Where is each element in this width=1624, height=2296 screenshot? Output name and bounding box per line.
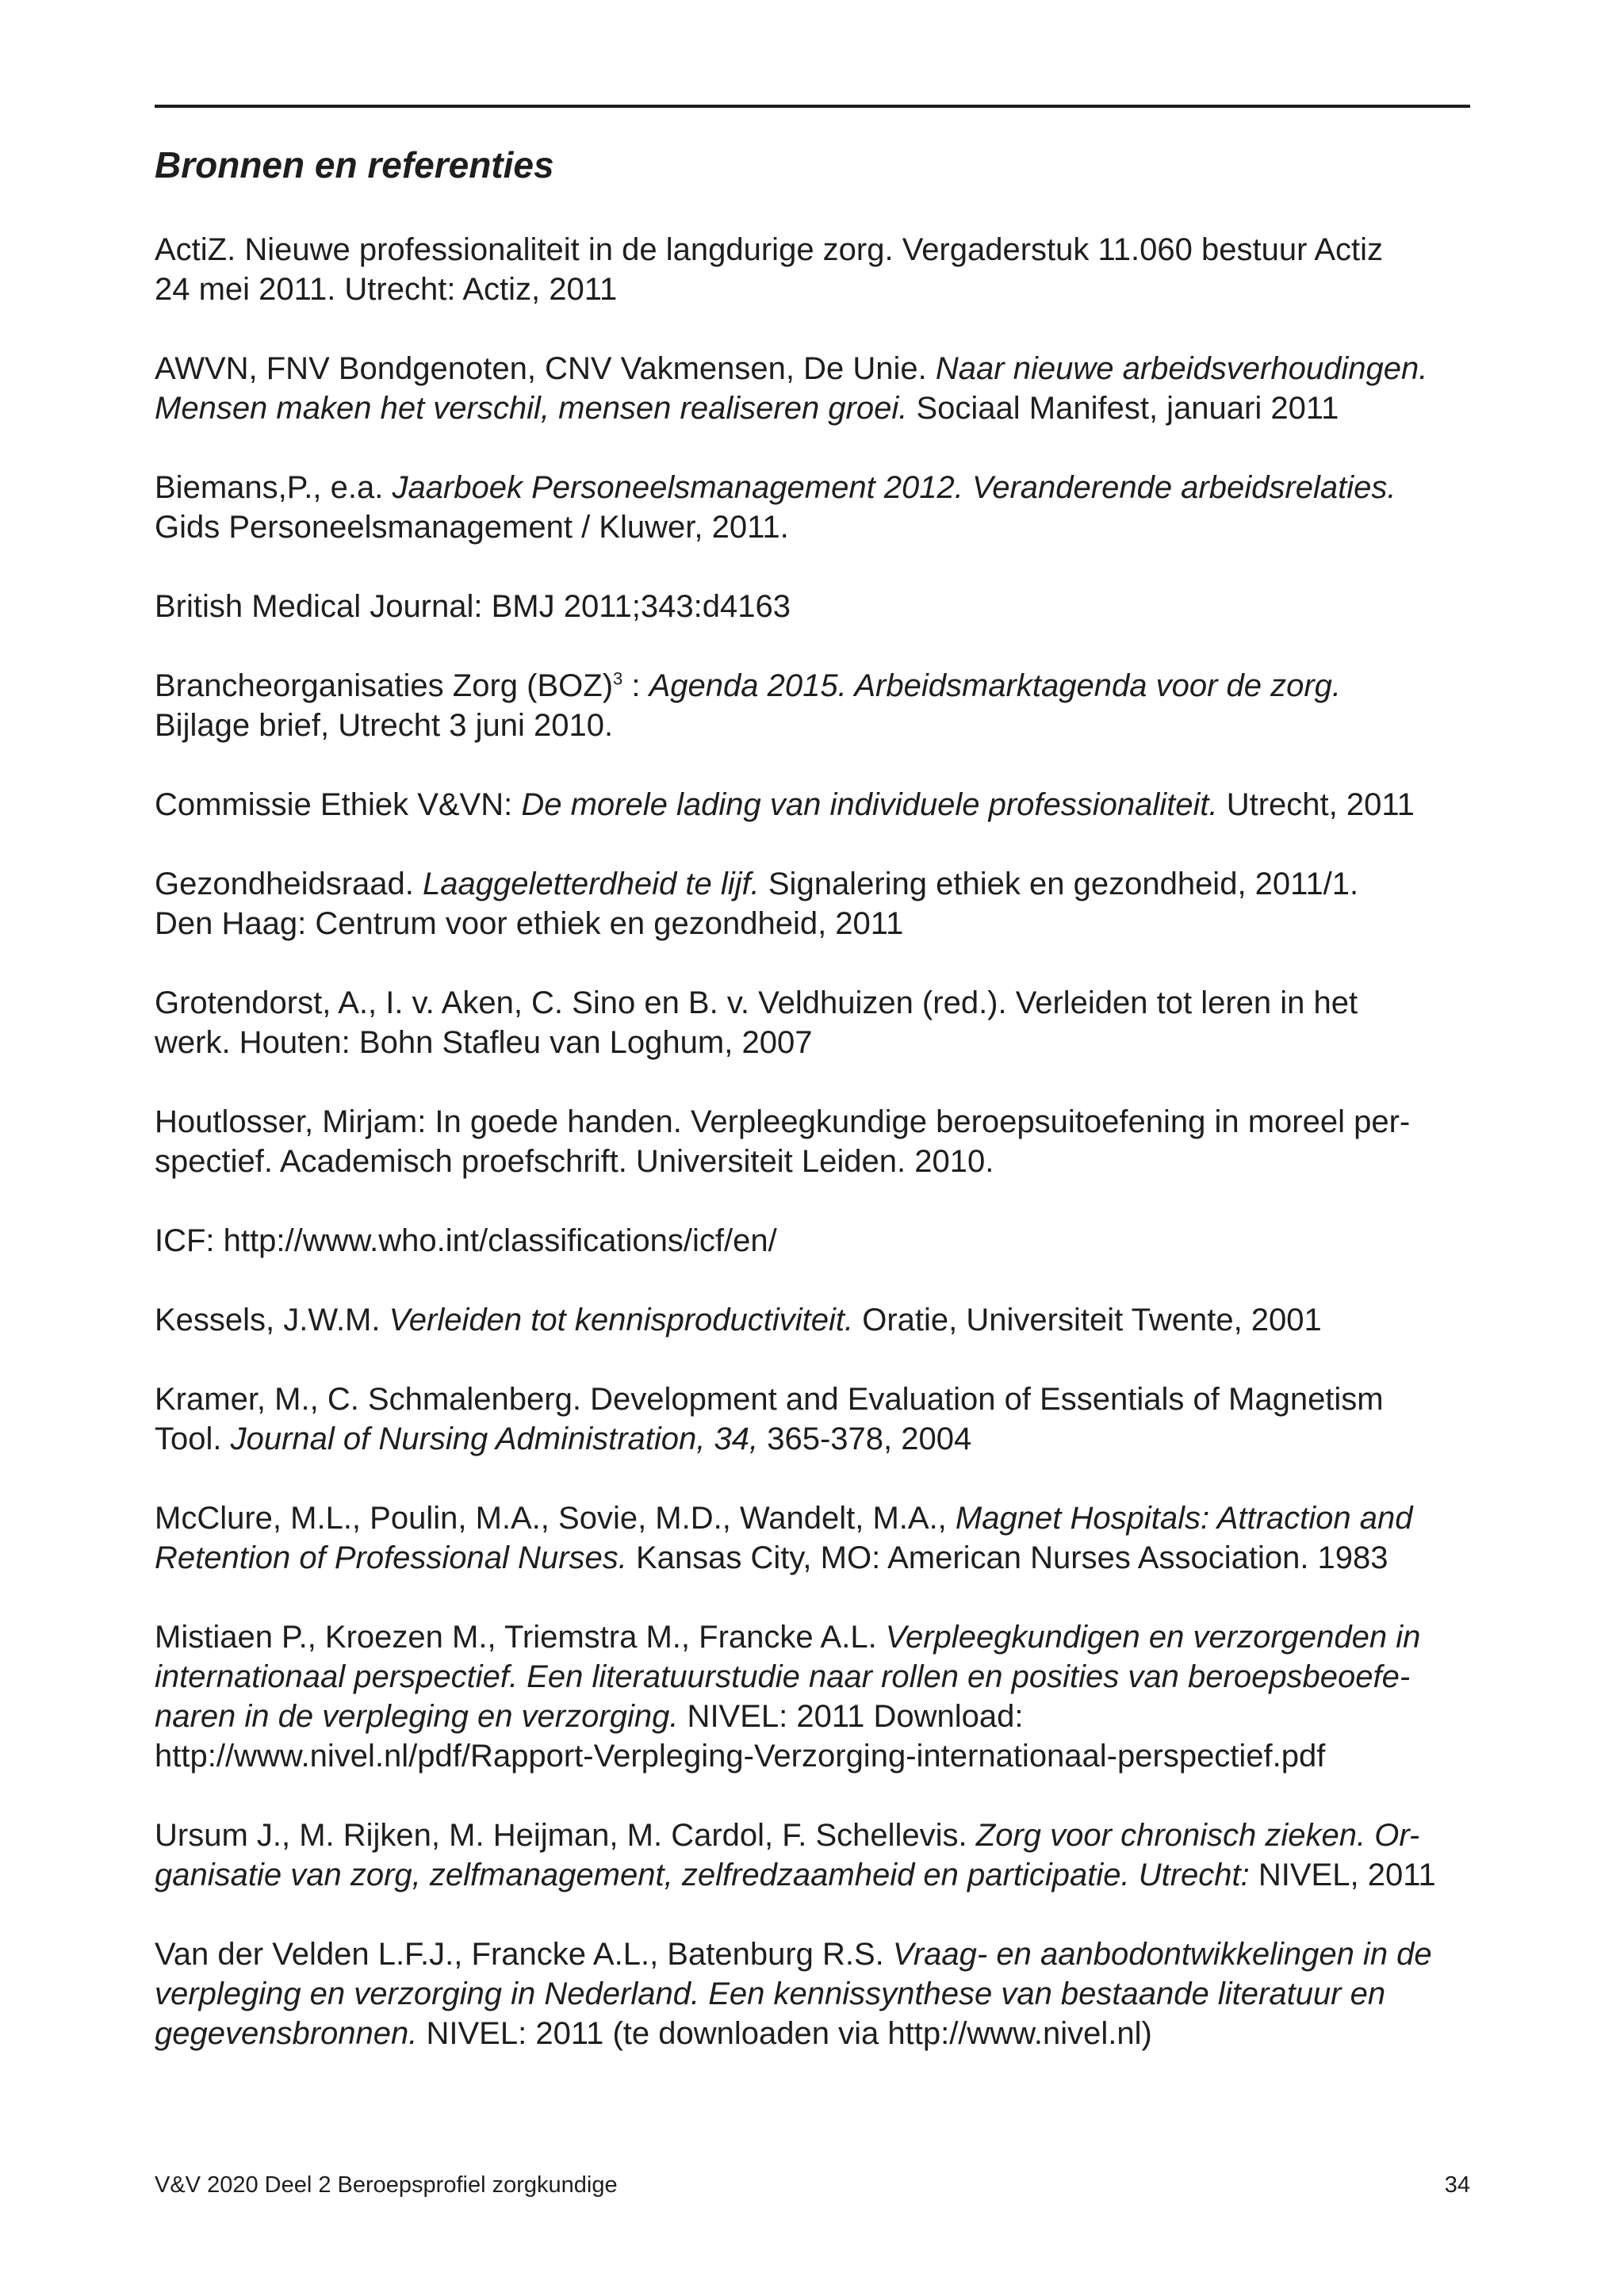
reference-text: Signalering ethiek en gezondheid, 2011/1. <box>759 867 1359 901</box>
reference-item-houtlosser <box>155 1102 1475 1181</box>
reference-line <box>155 1855 1475 1895</box>
reference-text: Kessels, J.W.M. <box>155 1303 389 1337</box>
page-number: 34 <box>1444 2172 1470 2198</box>
reference-line: werk. Houten: Bohn Stafleu van Loghum, 2007 <box>155 1025 813 1060</box>
reference-text: 365-378, 2004 <box>758 1422 972 1456</box>
reference-item-awvn <box>155 349 1475 428</box>
reference-text: Van der Velden L.F.J., Francke A.L., Batenburg R.S. <box>155 1937 893 1972</box>
reference-line <box>155 1697 1475 1736</box>
reference-item-bmj <box>155 587 1475 626</box>
reference-line: ActiZ. Nieuwe professionaliteit in de langdurige zorg. Vergaderstuk 11.060 bestuur Actiz <box>155 232 1384 267</box>
reference-text: Gezondheidsraad. <box>155 867 423 901</box>
reference-title: internationaal perspectief. Een literatuurstudie naar rollen en posities van beroepsbeoefe- <box>155 1659 1411 1694</box>
reference-text: Brancheorganisaties Zorg (BOZ) <box>155 668 614 703</box>
reference-text: NIVEL: 2011 (te downloaden via http://www.nivel.nl) <box>417 2016 1152 2051</box>
reference-title: naren in de verpleging en verzorging. <box>155 1699 679 1734</box>
reference-title: gegevensbronnen. <box>155 2016 418 2051</box>
reference-line: Houtlosser, Mirjam: In goede handen. Verpleegkundige beroepsuitoefening in moreel per- <box>155 1104 1411 1139</box>
header-rule <box>155 105 1470 108</box>
reference-item-boz <box>155 666 1475 745</box>
section-heading: Bronnen en referenties <box>155 144 554 186</box>
reference-line: Den Haag: Centrum voor ethiek en gezondheid, 2011 <box>155 906 904 941</box>
reference-text: Sociaal Manifest, januari 2011 <box>907 391 1339 426</box>
reference-item-actiz <box>155 230 1475 309</box>
reference-text: Mistiaen P., Kroezen M., Triemstra M., Francke A.L. <box>155 1620 886 1655</box>
reference-title: Vraag- en aanbodontwikkelingen in de <box>892 1937 1432 1972</box>
reference-title: Agenda 2015. Arbeidsmarktagenda voor de zorg. <box>649 668 1342 703</box>
reference-text: Utrecht, 2011 <box>1217 787 1415 822</box>
reference-line <box>155 1498 1475 1538</box>
reference-item-kramer <box>155 1380 1475 1459</box>
reference-text: McClure, M.L., Poulin, M.A., Sovie, M.D., Wandelt, M.A., <box>155 1501 956 1536</box>
reference-item-grotendorst <box>155 983 1475 1062</box>
reference-text: NIVEL: 2011 Download: <box>678 1699 1024 1734</box>
reference-item-commissie-ethiek <box>155 785 1475 825</box>
reference-item-icf <box>155 1221 1475 1261</box>
reference-line: British Medical Journal: BMJ 2011;343:d4163 <box>155 589 791 624</box>
reference-item-mcclure <box>155 1498 1475 1578</box>
footer-title: V&V 2020 Deel 2 Beroepsprofiel zorgkundige <box>155 2172 618 2198</box>
reference-line: spectief. Academisch proefschrift. Universiteit Leiden. 2010. <box>155 1144 994 1179</box>
reference-text: Biemans,P., e.a. <box>155 470 393 505</box>
reference-title: Verleiden tot kennisproductiviteit. <box>389 1303 854 1337</box>
reference-line: Kramer, M., C. Schmalenberg. Development and Evaluation of Essentials of Magnetism <box>155 1382 1384 1417</box>
reference-text: NIVEL, 2011 <box>1249 1858 1436 1892</box>
reference-line <box>155 349 1475 388</box>
reference-line <box>155 1300 1475 1340</box>
reference-line: Gids Personeelsmanagement / Kluwer, 2011. <box>155 510 789 545</box>
reference-line <box>155 666 1475 706</box>
reference-line: Grotendorst, A., I. v. Aken, C. Sino en B. v. Veldhuizen (red.). Verleiden tot leren in het <box>155 985 1358 1020</box>
reference-title: Retention of Professional Nurses. <box>155 1540 627 1575</box>
reference-text: : <box>622 668 649 703</box>
reference-line <box>155 864 1475 904</box>
reference-line <box>155 468 1475 507</box>
reference-item-van-der-velden <box>155 1934 1475 2053</box>
reference-title: ganisatie van zorg, zelfmanagement, zelfredzaamheid en participatie. Utrecht: <box>155 1858 1250 1892</box>
reference-title: Zorg voor chronisch zieken. Or- <box>975 1818 1420 1853</box>
reference-text: Commissie Ethiek V&VN: <box>155 787 522 822</box>
reference-line <box>155 785 1475 825</box>
reference-title: Verpleegkundigen en verzorgenden in <box>885 1620 1421 1655</box>
reference-text: Ursum J., M. Rijken, M. Heijman, M. Cardol, F. Schellevis. <box>155 1818 976 1853</box>
reference-title: Mensen maken het verschil, mensen realiseren groei. <box>155 391 908 426</box>
reference-line <box>155 1617 1475 1657</box>
reference-text: Tool. <box>155 1422 231 1456</box>
reference-line <box>155 1538 1475 1578</box>
reference-title: Laaggeletterdheid te lijf. <box>423 867 760 901</box>
reference-title: Naar nieuwe arbeidsverhoudingen. <box>935 351 1428 386</box>
reference-item-ursum <box>155 1816 1475 1895</box>
reference-text: Kansas City, MO: American Nurses Association. 1983 <box>626 1540 1388 1575</box>
reference-title: Magnet Hospitals: Attraction and <box>955 1501 1413 1536</box>
reference-item-kessels <box>155 1300 1475 1340</box>
reference-item-gezondheidsraad <box>155 864 1475 943</box>
reference-line: 24 mei 2011. Utrecht: Actiz, 2011 <box>155 272 618 307</box>
reference-line <box>155 388 1475 428</box>
reference-line <box>155 1657 1475 1697</box>
reference-line <box>155 2014 1475 2053</box>
reference-item-mistiaen <box>155 1617 1475 1776</box>
reference-title: Jaarboek Personeelsmanagement 2012. Veranderende arbeidsrelaties. <box>392 470 1396 505</box>
reference-line: ICF: http://www.who.int/classifications/icf/en/ <box>155 1223 777 1258</box>
reference-url: http://www.nivel.nl/pdf/Rapport-Verpleging-Verzorging-internationaal-perspectief.pdf <box>155 1739 1326 1774</box>
reference-line <box>155 1974 1475 2014</box>
reference-line <box>155 1419 1475 1459</box>
reference-line <box>155 1934 1475 1974</box>
reference-list <box>155 230 1475 2093</box>
reference-line <box>155 1816 1475 1855</box>
reference-title: De morele lading van individuele professionaliteit. <box>521 787 1218 822</box>
reference-title: verpleging en verzorging in Nederland. Een kennissynthese van bestaande literatuur en <box>155 1976 1386 2011</box>
reference-line: Bijlage brief, Utrecht 3 juni 2010. <box>155 708 614 743</box>
reference-text: Oratie, Universiteit Twente, 2001 <box>853 1303 1322 1337</box>
reference-text: AWVN, FNV Bondgenoten, CNV Vakmensen, De Unie. <box>155 351 936 386</box>
reference-title: Journal of Nursing Administration, 34, <box>230 1422 759 1456</box>
footnote-marker: 3 <box>613 668 623 689</box>
reference-item-biemans <box>155 468 1475 547</box>
